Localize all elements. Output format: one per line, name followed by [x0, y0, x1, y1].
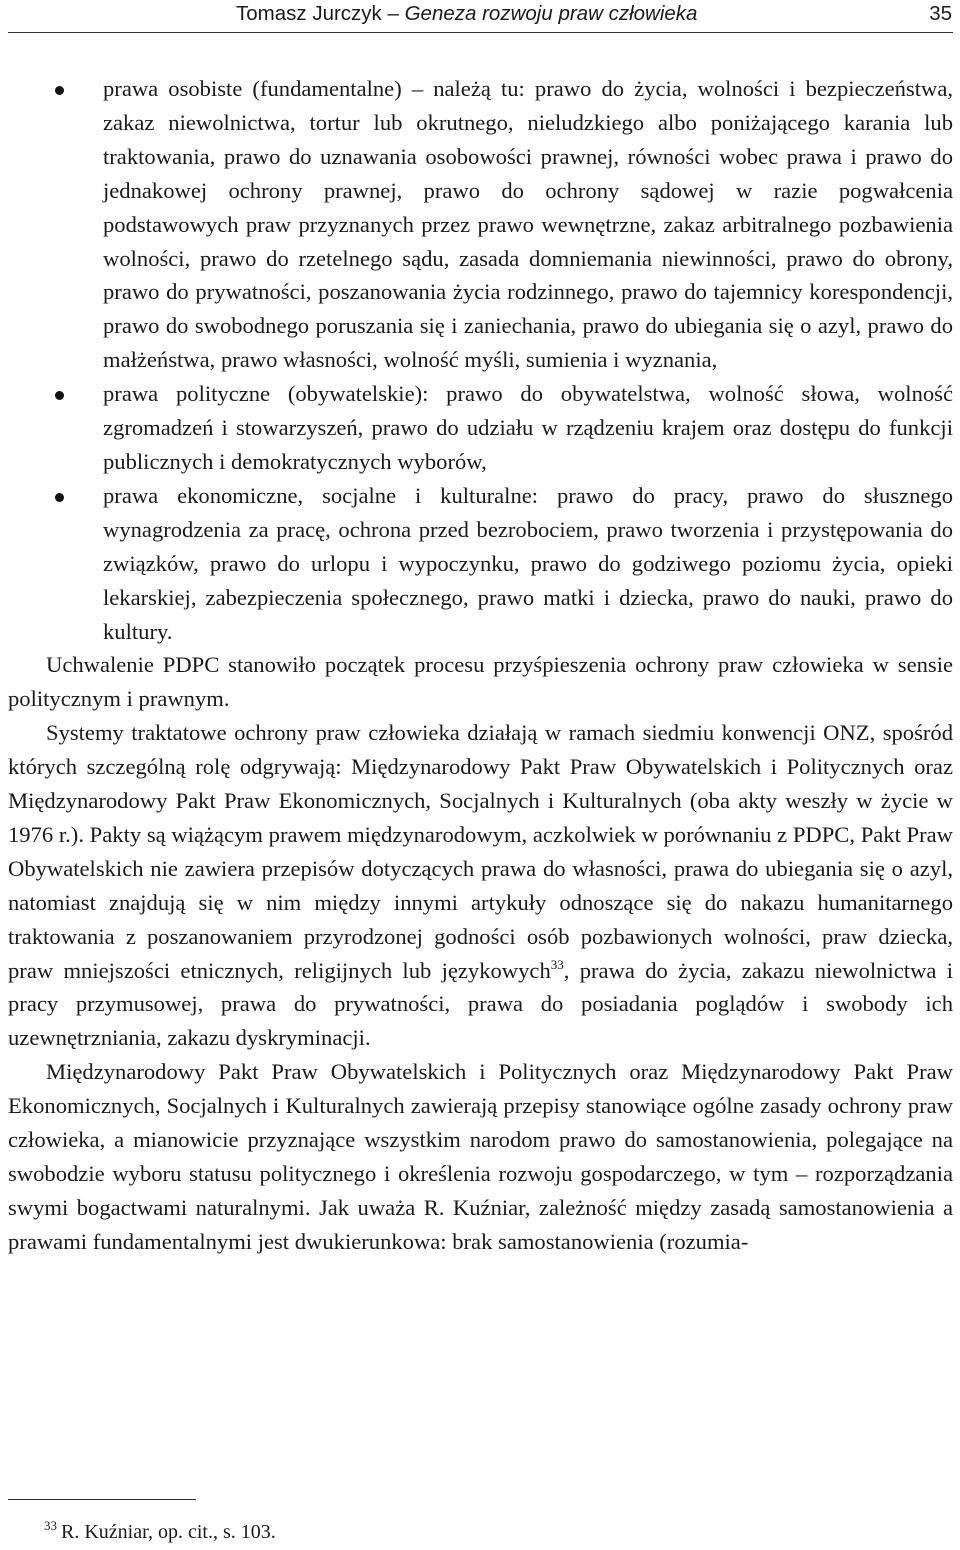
header-author: Tomasz Jurczyk [236, 2, 382, 25]
body-text [8, 72, 953, 1259]
header-title: Geneza rozwoju praw człowieka [404, 2, 698, 25]
paragraph-text: , prawa do życia, zakazu niewolnictwa i pracy przymusowej, prawa do prywatności, prawa do posiadania poglądów i swobody ich uzewnętrzniania, zakazu dyskryminacji. [8, 957, 953, 1051]
footnote-number: 33 [44, 1518, 57, 1533]
rights-list [8, 72, 953, 648]
list-item-text: prawa osobiste (fundamentalne) – należą tu: prawo do życia, wolności i bezpieczeństwa, zakaz niewolnictwa, tortur lub okrutnego, nieludzkiego albo poniżającego karania lub traktowania, prawo do uznawania osobowości prawnej, równości wobec prawa i prawo do jednakowej ochrony prawnej, prawo do ochrony sądowej w razie pogwałcenia podstawowych praw przyznanych przez prawo wewnętrzne, zakaz arbitralnego pozbawienia wolności, prawo do rzetelnego sądu, zasada domniemania niewinności, prawo do obrony, prawo do prywatności, poszanowania życia rodzinnego, prawo do tajemnicy korespondencji, prawo do swobodnego poruszania się i zaniechania, prawo do ubiegania się o azyl, prawo do małżeństwa, prawo własności, wolność myśli, sumienia i wyznania, [103, 76, 953, 373]
bullet-icon [55, 391, 64, 400]
footnote-reference[interactable]: 33 [550, 956, 564, 972]
bullet-icon [55, 493, 64, 502]
header-citation [236, 2, 697, 26]
list-item [8, 479, 953, 649]
paragraph-text: Systemy traktatowe ochrony praw człowieka działają w ramach siedmiu konwencji ONZ, spośród których szczególną rolę odgrywają: Międzynarodowy Pakt Praw Obywatelskich i Politycznych oraz Międzynarodowy Pakt Praw Ekonomicznych, Socjalnych i Kulturalnych (oba akty weszły w życie w 1976 r.). Pakty są wiążącym prawem międzynarodowym, aczkolwiek w porównaniu z PDPC, Pakt Praw Obywatelskich nie zawiera przepisów dotyczących prawa do własności, prawa do ubiegania się o azyl, natomiast znajdują się w nim między innymi artykuły odnoszące się do nakazu humanitarnego traktowania z poszanowaniem przyrodzonej godności osób pozbawionych wolności, praw dziecka, praw mniejszości etnicznych, religijnych lub językowych [8, 720, 953, 983]
list-item [8, 72, 953, 377]
page-number: 35 [929, 2, 952, 25]
header-separator: – [381, 2, 405, 25]
paragraph-treaty-systems [8, 716, 953, 1055]
header-rule [8, 32, 953, 33]
list-item-text: prawa ekonomiczne, socjalne i kulturalne: prawo do pracy, prawo do słusznego wynagrodzenia za pracę, ochrona przed bezrobociem, prawo tworzenia i przystępowania do związków, prawo do urlopu i wypoczynku, prawo do godziwego poziomu życia, opieki lekarskiej, zabezpieczenia społecznego, prawo matki i dziecka, prawo do nauki, prawo do kultury. [103, 482, 953, 644]
footnote-text: R. Kuźniar, op. cit., s. 103. [61, 1521, 276, 1543]
paragraph-covenants: Międzynarodowy Pakt Praw Obywatelskich i Politycznych oraz Międzynarodowy Pakt Praw Ekonomicznych, Socjalnych i Kulturalnych zawierają przepisy stanowiące ogólne zasady ochrony praw człowieka, a mianowicie przyznające wszystkim narodom prawo do samostanowienia, polegające na swobodzie wyboru statusu politycznego i określenia rozwoju gospodarczego, w tym – rozporządzania swymi bogactwami naturalnymi. Jak uważa R. Kuźniar, zależność między zasadą samostanowienia a prawami fundamentalnymi jest dwukierunkowa: brak samostanowienia (rozumia- [8, 1059, 953, 1254]
footnote [8, 1519, 276, 1545]
running-header [0, 0, 960, 38]
bullet-icon [55, 86, 64, 95]
list-item-text: prawa polityczne (obywatelskie): prawo do obywatelstwa, wolność słowa, wolność zgromadzeń i stowarzyszeń, prawo do udziału w rządzeniu krajem oraz dostępu do funkcji publicznych i demokratycznych wyborów, [103, 381, 953, 474]
footnote-rule [8, 1499, 196, 1500]
list-item [8, 377, 953, 479]
paragraph-pdpc: Uchwalenie PDPC stanowiło początek procesu przyśpieszenia ochrony praw człowieka w sensie politycznym i prawnym. [8, 652, 953, 712]
